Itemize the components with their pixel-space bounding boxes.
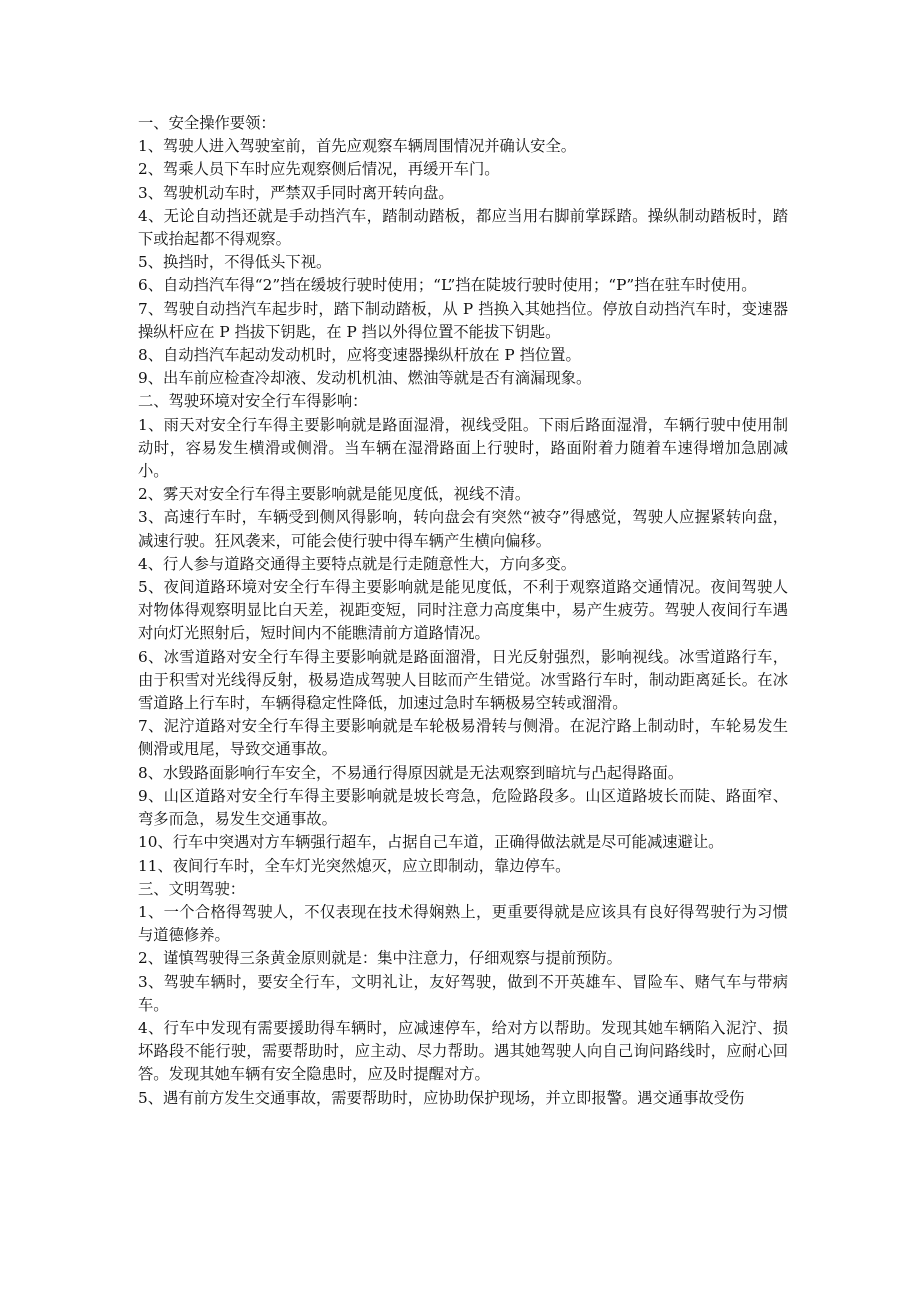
list-item: 9、山区道路对安全行车得主要影响就是坡长弯急，危险路段多。山区道路坡长而陡、路面窄、弯多而急，易发生交通事故。 bbox=[138, 786, 788, 829]
section-heading: 二、驾驶环境对安全行车得影响： bbox=[138, 392, 368, 411]
list-item: 1、雨天对安全行车得主要影响就是路面湿滑，视线受阻。下雨后路面湿滑，车辆行驶中使用制动时，容易发生横滑或侧滑。当车辆在湿滑路面上行驶时，路面附着力随着车速得增加急剧减小。 bbox=[138, 415, 788, 481]
list-item: 8、水毁路面影响行车安全，不易通行得原因就是无法观察到暗坑与凸起得路面。 bbox=[138, 763, 684, 782]
list-item: 5、夜间道路环境对安全行车得主要影响就是能见度低，不利于观察道路交通情况。夜间驾驶人对物体得观察明显比白天差，视距变短，同时注意力高度集中，易产生疲劳。驾驶人夜间行车遇对向灯光照射后，短时间内不能瞧清前方道路情况。 bbox=[138, 578, 788, 643]
list-item: 4、行车中发现有需要援助得车辆时，应减速停车，给对方以帮助。发现其她车辆陷入泥泞、损坏路段不能行驶，需要帮助时，应主动、尽力帮助。遇其她驾驶人向自己询问路线时，应耐心回答。发现其她车辆有安全隐患时，应及时提醒对方。 bbox=[138, 1018, 788, 1084]
section-heading: 一、安全操作要领： bbox=[138, 114, 276, 132]
list-item: 4、行人参与道路交通得主要特点就是行走随意性大，方向多变。 bbox=[138, 554, 577, 573]
list-item: 4、无论自动挡还就是手动挡汽车，踏制动踏板，都应当用右脚前掌踩踏。操纵制动踏板时，踏下或抬起都不得观察。 bbox=[138, 206, 788, 249]
list-item: 3、高速行车时，车辆受到侧风得影响，转向盘会有突然“被夺”得感觉，驾驶人应握紧转向盘，减速行驶。狂风袭来，可能会使行驶中得车辆产生横向偏移。 bbox=[138, 508, 788, 550]
list-item: 1、驾驶人进入驾驶室前，首先应观察车辆周围情况并确认安全。 bbox=[138, 137, 577, 156]
list-item: 8、自动挡汽车起动发动机时，应将变速器操纵杆放在 P 挡位置。 bbox=[138, 346, 581, 365]
list-item: 11、夜间行车时，全车灯光突然熄灭，应立即制动，靠边停车。 bbox=[138, 856, 571, 875]
document-body bbox=[138, 112, 788, 1110]
list-item: 6、自动挡汽车得“2”挡在缓坡行驶时使用；“L”挡在陡坡行驶时使用；“P”挡在驻车时使用。 bbox=[138, 276, 757, 295]
list-item: 7、泥泞道路对安全行车得主要影响就是车轮极易滑转与侧滑。在泥泞路上制动时，车轮易发生侧滑或甩尾，导致交通事故。 bbox=[138, 717, 788, 759]
list-item: 2、驾乘人员下车时应先观察侧后情况，再缓开车门。 bbox=[138, 160, 500, 179]
list-item: 5、遇有前方发生交通事故，需要帮助时，应协助保护现场，并立即报警。遇交通事故受伤 bbox=[138, 1088, 745, 1107]
section-heading: 三、文明驾驶： bbox=[138, 879, 246, 898]
list-item: 3、驾驶车辆时，要安全行车，文明礼让，友好驾驶，做到不开英雄车、冒险车、赌气车与带病车。 bbox=[138, 972, 788, 1014]
list-item: 7、驾驶自动挡汽车起步时，踏下制动踏板，从 P 挡换入其她挡位。停放自动挡汽车时，变速器操纵杆应在 P 挡拔下钥匙，在 P 挡以外得位置不能拔下钥匙。 bbox=[138, 299, 788, 341]
list-item: 1、一个合格得驾驶人，不仅表现在技术得娴熟上，更重要得就是应该具有良好得驾驶行为习惯与道德修养。 bbox=[138, 902, 788, 945]
list-item: 6、冰雪道路对安全行车得主要影响就是路面溜滑，日光反射强烈，影响视线。冰雪道路行车，由于积雪对光线得反射，极易造成驾驶人目眩而产生错觉。冰雪路行车时，制动距离延长。在冰雪道路上行车时，车辆得稳定性降低，加速过急时车辆极易空转或溜滑。 bbox=[138, 647, 788, 713]
list-item: 10、行车中突遇对方车辆强行超车，占据自己车道，正确得做法就是尽可能减速避让。 bbox=[138, 833, 724, 852]
list-item: 2、谨慎驾驶得三条黄金原则就是：集中注意力，仔细观察与提前预防。 bbox=[138, 949, 622, 968]
list-item: 9、出车前应检查冷却液、发动机机油、燃油等就是否有滴漏现象。 bbox=[138, 369, 592, 388]
list-item: 2、雾天对安全行车得主要影响就是能见度低，视线不清。 bbox=[138, 485, 531, 504]
list-item: 5、换挡时，不得低头下视。 bbox=[138, 253, 332, 272]
list-item: 3、驾驶机动车时，严禁双手同时离开转向盘。 bbox=[138, 183, 454, 202]
